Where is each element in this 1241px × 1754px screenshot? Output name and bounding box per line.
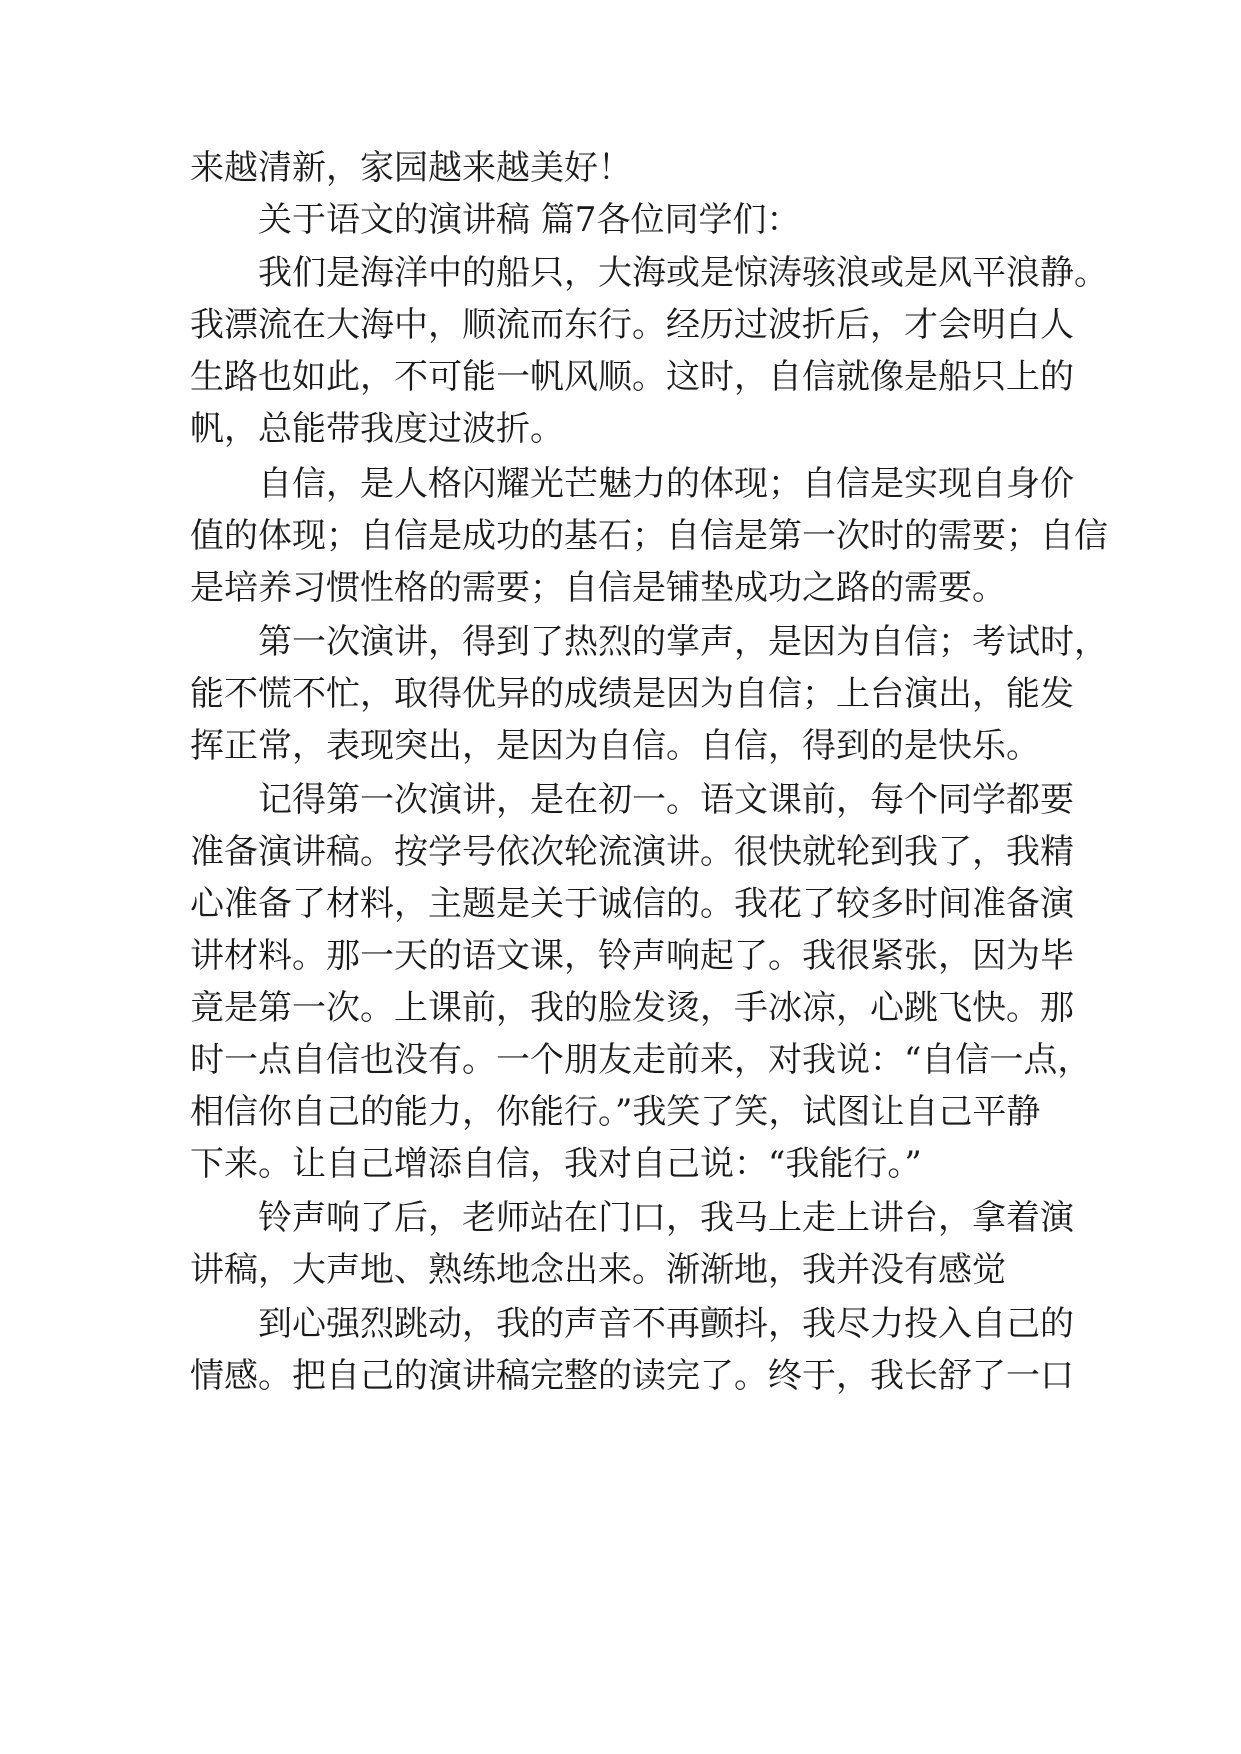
text-line: 准备演讲稿。按学号依次轮流演讲。很快就轮到我了，我精 [190, 832, 1074, 872]
text-line: 心准备了材料，主题是关于诚信的。我花了较多时间准备演 [190, 884, 1074, 924]
text-line: 自信，是人格闪耀光芒魅力的体现；自信是实现自身价 [258, 464, 1074, 504]
text-line: 记得第一次演讲，是在初一。语文课前，每个同学都要 [258, 780, 1074, 820]
text-line: 是培养习惯性格的需要；自信是铺垫成功之路的需要。 [190, 568, 1006, 608]
section-heading: 关于语文的演讲稿 篇7各位同学们： [258, 200, 801, 240]
text-line: 到心强烈跳动，我的声音不再颤抖，我尽力投入自己的 [258, 1304, 1074, 1344]
text-line: 来越清新，家园越来越美好！ [190, 148, 632, 188]
text-line: 情感。把自己的演讲稿完整的读完了。终于，我长舒了一口 [190, 1356, 1074, 1396]
text-line: 讲材料。那一天的语文课，铃声响起了。我很紧张，因为毕 [190, 936, 1074, 976]
text-line: 相信你自己的能力，你能行。”我笑了笑，试图让自己平静 [190, 1092, 1041, 1132]
text-line: 帆，总能带我度过波折。 [190, 409, 564, 449]
text-line: 竟是第一次。上课前，我的脸发烫，手冰凉，心跳飞快。那 [190, 988, 1074, 1028]
text-line: 生路也如此，不可能一帆风顺。这时，自信就像是船只上的 [190, 357, 1074, 397]
text-line: 值的体现；自信是成功的基石；自信是第一次时的需要；自信 [190, 516, 1108, 556]
text-line: 挥正常，表现突出，是因为自信。自信，得到的是快乐。 [190, 726, 1040, 766]
text-line: 下来。让自己增添自信，我对自己说：“我能行。” [190, 1144, 922, 1184]
text-line: 第一次演讲，得到了热烈的掌声，是因为自信；考试时， [258, 622, 1108, 662]
text-line: 讲稿，大声地、熟练地念出来。渐渐地，我并没有感觉 [190, 1250, 1006, 1290]
text-line: 铃声响了后，老师站在门口，我马上走上讲台，拿着演 [258, 1198, 1074, 1238]
text-line: 我漂流在大海中，顺流而东行。经历过波折后，才会明白人 [190, 305, 1074, 345]
text-line: 我们是海洋中的船只，大海或是惊涛骇浪或是风平浪静。 [258, 253, 1108, 293]
text-line: 时一点自信也没有。一个朋友走前来，对我说：“自信一点， [190, 1040, 1092, 1080]
text-line: 能不慌不忙，取得优异的成绩是因为自信；上台演出，能发 [190, 674, 1074, 714]
